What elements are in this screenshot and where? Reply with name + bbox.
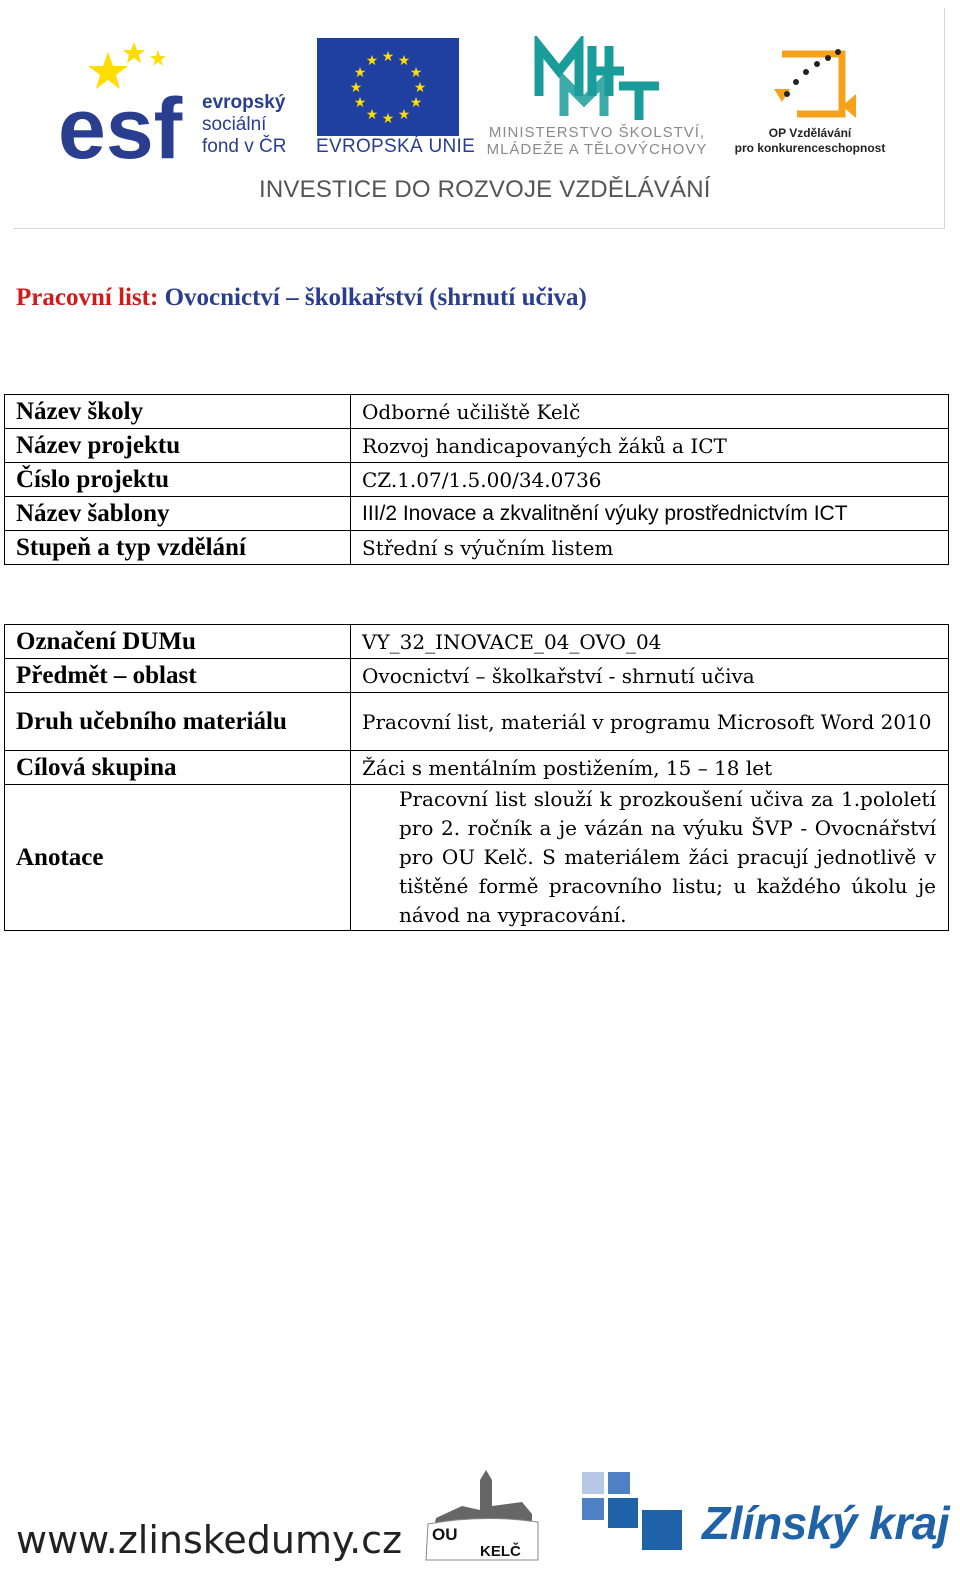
row-key: Název šablony — [5, 497, 351, 531]
table-row — [5, 659, 949, 693]
dum-info-table — [4, 624, 949, 931]
page-title — [16, 284, 587, 312]
svg-text:★: ★ — [381, 49, 395, 65]
svg-text:★: ★ — [397, 53, 411, 69]
row-key: Číslo projektu — [5, 463, 351, 497]
table-row — [5, 785, 949, 931]
svg-text:★: ★ — [349, 80, 363, 96]
table-row — [5, 531, 949, 565]
row-key: Předmět – oblast — [5, 659, 351, 693]
msmt-caption — [472, 124, 722, 158]
svg-text:★: ★ — [365, 53, 379, 69]
row-value: Ovocnictví – školkařství - shrnutí učiva — [351, 659, 949, 693]
row-value: Rozvoj handicapovaných žáků a ICT — [351, 429, 949, 463]
esf-logo-icon — [58, 38, 198, 168]
svg-text:esf: esf — [58, 81, 183, 168]
eu-flag-icon — [317, 38, 459, 136]
row-value: CZ.1.07/1.5.00/34.0736 — [351, 463, 949, 497]
row-key: Název školy — [5, 395, 351, 429]
ou-logo-subtext: KELČ — [480, 1543, 521, 1560]
table-row — [5, 429, 949, 463]
svg-text:★: ★ — [409, 65, 423, 81]
funding-logos-banner — [14, 8, 945, 229]
svg-text:★: ★ — [353, 95, 367, 111]
page-title-label: Pracovní list: — [16, 284, 159, 311]
op-vk-logo-icon — [762, 34, 862, 132]
row-value: VY_32_INOVACE_04_OVO_04 — [351, 625, 949, 659]
eu-caption: EVROPSKÁ UNIE — [316, 136, 476, 157]
banner-slogan: INVESTICE DO ROZVOJE VZDĚLÁVÁNÍ — [259, 176, 711, 203]
table-row — [5, 463, 949, 497]
row-key: Druh učebního materiálu — [5, 693, 351, 751]
annotation-text: Pracovní list slouží k prozkoušení učiva za 1.pololetí pro 2. ročník a je vázán na výuku ŠVP - Ovocnářství pro OU Kelč. S materiálem žáci pracují jednotlivě v tištěné formě pracovního listu; u každého úkolu je návod na vypracování. — [351, 785, 949, 931]
project-info-table — [4, 394, 949, 565]
svg-text:★: ★ — [409, 95, 423, 111]
row-value: Odborné učiliště Kelč — [351, 395, 949, 429]
esf-line-2: sociální — [202, 114, 267, 135]
op-caption — [730, 126, 890, 156]
row-value: Pracovní list, materiál v programu Microsoft Word 2010 — [351, 693, 949, 751]
table-row — [5, 693, 949, 751]
op-line-2: pro konkurenceschopnost — [734, 141, 886, 155]
row-key: Označení DUMu — [5, 625, 351, 659]
op-line-1: OP Vzdělávání — [768, 126, 852, 140]
table-row — [5, 497, 949, 531]
page-title-text: Ovocnictví – školkařství (shrnutí učiva) — [164, 284, 587, 311]
zlinsky-kraj-logo-icon — [580, 1470, 690, 1554]
row-value: Žáci s mentálním postižením, 15 – 18 let — [351, 751, 949, 785]
esf-logo-text — [202, 92, 286, 158]
table-row — [5, 395, 949, 429]
esf-line-3: fond v ČR — [202, 136, 287, 157]
msmt-line-1: MINISTERSTVO ŠKOLSTVÍ, — [488, 124, 706, 141]
row-key: Cílová skupina — [5, 751, 351, 785]
svg-text:★: ★ — [397, 107, 411, 123]
table-row — [5, 625, 949, 659]
row-key: Název projektu — [5, 429, 351, 463]
row-value: Střední s výučním listem — [351, 531, 949, 565]
row-value: III/2 Inovace a zkvalitnění výuky prostřednictvím ICT — [351, 497, 949, 531]
svg-text:★: ★ — [413, 80, 427, 96]
footer-url: www.zlinskedumy.cz — [16, 1518, 403, 1562]
esf-line-1: evropský — [202, 92, 286, 113]
row-key: Stupeň a typ vzdělání — [5, 531, 351, 565]
region-name: Zlínský kraj — [702, 1497, 950, 1549]
msmt-logo-icon — [534, 36, 664, 122]
row-key: Anotace — [5, 785, 351, 931]
svg-text:★: ★ — [381, 111, 395, 127]
svg-text:★: ★ — [353, 65, 367, 81]
ou-kelc-logo-icon — [422, 1466, 540, 1562]
table-row — [5, 751, 949, 785]
ou-logo-text: OU — [432, 1525, 458, 1544]
svg-text:★: ★ — [365, 107, 379, 123]
msmt-line-2: MLÁDEŽE A TĚLOVÝCHOVY — [486, 141, 708, 158]
